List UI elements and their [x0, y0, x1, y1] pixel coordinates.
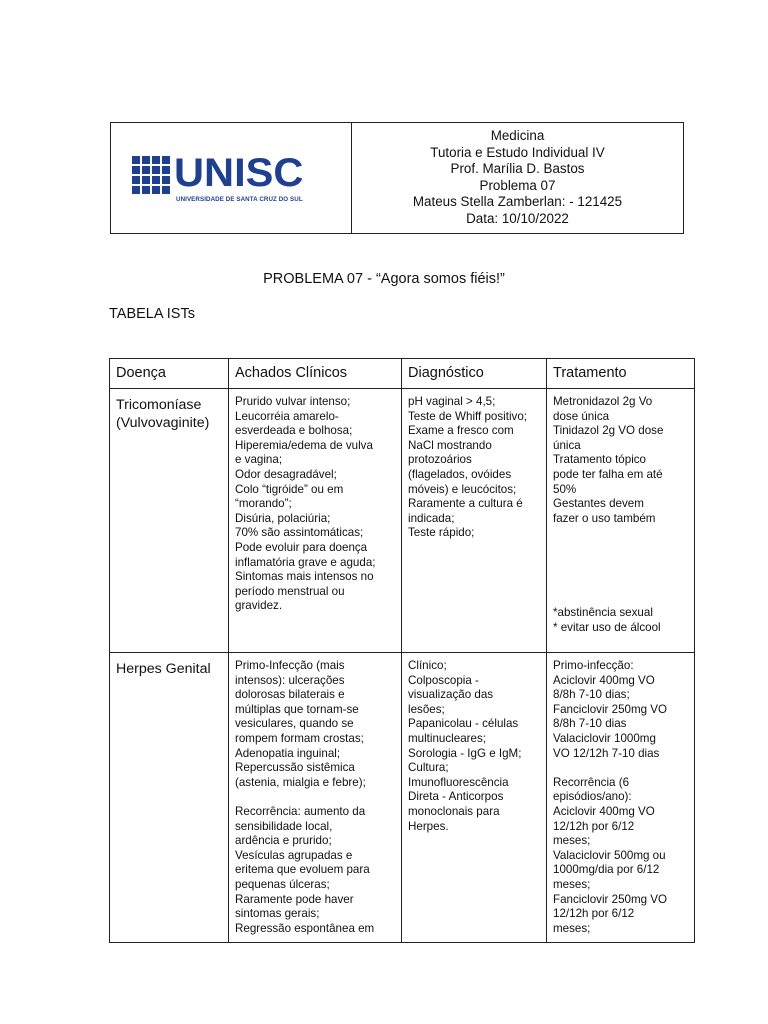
disease-name: Herpes Genital [116, 661, 211, 677]
header-info [352, 123, 683, 233]
table-row [110, 389, 695, 653]
treatment-recurrence-text: Recorrência (6 episódios/ano): Aciclovir 400mg VO 12/12h por 6/12 meses; Valaciclovir 500mg ou 1000mg/dia por 6/12 meses; Fanciclovir 250mg VO 12/12h por 6/12 meses; [553, 775, 668, 935]
treatment-notes: *abstinência sexual * evitar uso de álcool [553, 606, 661, 634]
problem-number: Problema 07 [479, 177, 556, 193]
findings-primary-text: Primo-Infecção (mais intensos): ulcerações dolorosas bilaterais e múltiplas que tornam-se vesiculares, quando se rompem formam crostas; Adenopatia inguinal; Repercussão sistêmica (astenia, mialgia e febre); [235, 659, 366, 789]
findings-cell [229, 653, 402, 943]
column-header-diagnosis: Diagnóstico [402, 359, 547, 389]
table-row [110, 653, 695, 943]
diagnosis-text: Clínico; Colposcopia - visualização das lesões; Papanicolau - células multinucleares; Sorologia - IgG e IgM; Cultura; Imunofluorescência Direta - Anticorpos monoclonais para Herpes. [408, 659, 522, 833]
findings-cell [229, 389, 402, 653]
course-name: Medicina [490, 128, 545, 143]
column-header-findings: Achados Clínicos [229, 359, 402, 389]
diagnosis-cell [402, 389, 547, 653]
professor-name: Prof. Marília D. Bastos [450, 161, 585, 177]
treatment-text: Metronidazol 2g Vo dose única Tinidazol 2g VO dose única Tratamento tópico pode ter falha em até 50% Gestantes devem fazer o uso também [553, 395, 664, 525]
treatment-cell [547, 389, 695, 653]
ist-table [109, 358, 695, 943]
logo-subtitle: UNIVERSIDADE DE SANTA CRUZ DO SUL [176, 196, 303, 203]
table-title: TABELA ISTs [109, 306, 195, 322]
document-date: Data: 10/10/2022 [466, 210, 569, 226]
problem-title: PROBLEMA 07 - “Agora somos fiéis!” [263, 271, 505, 287]
table-header-row [110, 359, 695, 389]
findings-text: Prurido vulvar intenso; Leucorréia amarelo- esverdeada e bolhosa; Hiperemia/edema de vulva e vagina; Odor desagradável; Colo “tigróide” ou em “morando”; Disúria, polaciúria; 70% são assintomáticas; Pode evoluir para doença inflamatória grave e aguda; Sintomas mais intensos no período menstrual ou gravidez. [235, 395, 376, 613]
findings-recurrence-text: Recorrência: aumento da sensibilidade local, ardência e prurido; Vesículas agrupadas e eritema que evoluem para pequenas úlceras; Raramente pode haver sintomas gerais; Regressão espontânea em [235, 804, 375, 935]
unisc-logo-grid-icon [132, 156, 170, 194]
diagnosis-text: pH vaginal > 4,5; Teste de Whiff positivo; Exame a fresco com NaCl mostrando protozoários (flagelados, ovóides móveis) e leucócitos; Raramente a cultura é indicada; Teste rápido; [408, 395, 527, 540]
student-name: Mateus Stella Zamberlan: - 121425 [412, 194, 623, 210]
disease-cell [110, 653, 229, 943]
treatment-cell [547, 653, 695, 943]
disease-cell [110, 389, 229, 653]
logo-cell [111, 123, 352, 233]
document-header [110, 122, 684, 234]
column-header-treatment: Tratamento [547, 359, 695, 389]
treatment-primary-text: Primo-infecção: Aciclovir 400mg VO 8/8h 7-10 dias; Fanciclovir 250mg VO 8/8h 7-10 dias Valaciclovir 1000mg VO 12/12h 7-10 dias [553, 659, 668, 760]
subject-name: Tutoria e Estudo Individual IV [430, 144, 605, 160]
logo-wordmark: UNISC [174, 151, 304, 195]
disease-name: Tricomoníase (Vulvovaginite) [116, 397, 210, 431]
diagnosis-cell [402, 653, 547, 943]
column-header-disease: Doença [110, 359, 229, 389]
